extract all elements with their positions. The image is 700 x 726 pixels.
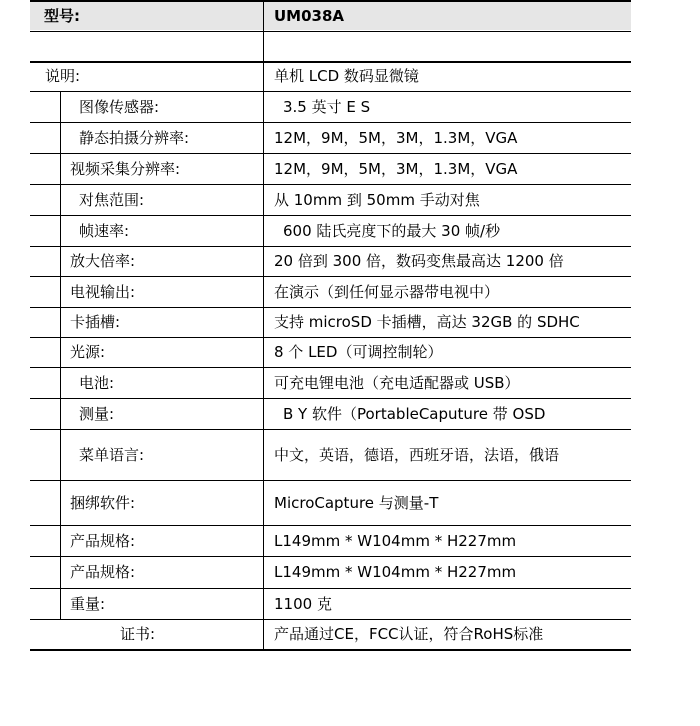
row-value: 600 陆氏亮度下的最大 30 帧/秒 bbox=[283, 222, 501, 240]
table-rule bbox=[30, 246, 631, 247]
row-label: 光源: bbox=[70, 343, 106, 361]
row-label: 静态拍摄分辨率: bbox=[79, 129, 190, 147]
row-label: 视频采集分辨率: bbox=[70, 160, 181, 178]
row-value: 3.5 英寸 E S bbox=[283, 98, 371, 116]
row-value: B Y 软件（PortableCaputure 带 OSD bbox=[283, 405, 546, 423]
table-rule bbox=[30, 398, 631, 399]
table-rule bbox=[30, 0, 631, 2]
row-value: 12M，9M，5M，3M，1.3M，VGA bbox=[274, 129, 518, 147]
table-rule bbox=[30, 307, 631, 308]
row-label: 卡插槽: bbox=[70, 313, 121, 331]
table-rule bbox=[30, 276, 631, 277]
row-value: 单机 LCD 数码显微镜 bbox=[274, 67, 419, 85]
table-rule bbox=[30, 61, 631, 63]
row-value: MicroCapture 与测量-T bbox=[274, 494, 439, 512]
table-rule bbox=[30, 556, 631, 557]
model-label: 型号: bbox=[44, 7, 80, 25]
row-value: L149mm * W104mm * H227mm bbox=[274, 532, 517, 550]
row-value: 8 个 LED（可调控制轮） bbox=[274, 343, 443, 361]
row-label: 菜单语言: bbox=[79, 446, 145, 464]
table-rule bbox=[30, 91, 631, 92]
table-rule bbox=[30, 337, 631, 338]
table-rule bbox=[30, 619, 631, 620]
table-rule bbox=[30, 122, 631, 123]
row-value: L149mm * W104mm * H227mm bbox=[274, 563, 517, 581]
row-value: 1100 克 bbox=[274, 595, 332, 613]
row-value: 支持 microSD 卡插槽，高达 32GB 的 SDHC bbox=[274, 313, 580, 331]
blank-row bbox=[30, 31, 631, 61]
row-label: 产品规格: bbox=[70, 563, 136, 581]
row-label: 帧速率: bbox=[79, 222, 130, 240]
table-rule bbox=[30, 184, 631, 185]
table-rule bbox=[30, 215, 631, 216]
row-label: 测量: bbox=[79, 405, 115, 423]
row-label: 证书: bbox=[120, 625, 156, 643]
row-value: 20 倍到 300 倍，数码变焦最高达 1200 倍 bbox=[274, 252, 564, 270]
table-rule bbox=[30, 367, 631, 368]
table-rule bbox=[30, 649, 631, 651]
row-label: 图像传感器: bbox=[79, 98, 160, 116]
row-label: 对焦范围: bbox=[79, 191, 145, 209]
row-label: 电池: bbox=[79, 374, 115, 392]
row-value: 12M，9M，5M，3M，1.3M，VGA bbox=[274, 160, 518, 178]
row-label: 放大倍率: bbox=[70, 252, 136, 270]
row-value: 可充电锂电池（充电适配器或 USB） bbox=[274, 374, 520, 392]
table-rule bbox=[30, 480, 631, 481]
row-value: 在演示（到任何显示器带电视中） bbox=[274, 283, 500, 301]
table-rule bbox=[30, 588, 631, 589]
row-label: 产品规格: bbox=[70, 532, 136, 550]
row-value: 产品通过CE，FCC认证，符合RoHS标准 bbox=[274, 625, 544, 643]
row-label: 重量: bbox=[70, 595, 106, 613]
row-label: 电视输出: bbox=[70, 283, 136, 301]
indent-divider bbox=[60, 91, 61, 619]
table-rule bbox=[30, 153, 631, 154]
model-value: UM038A bbox=[274, 7, 345, 25]
row-label: 说明: bbox=[45, 67, 81, 85]
row-label: 捆绑软件: bbox=[70, 494, 136, 512]
row-value: 中文，英语，德语，西班牙语，法语，俄语 bbox=[274, 446, 560, 464]
table-rule bbox=[30, 429, 631, 430]
table-divider bbox=[263, 0, 264, 649]
row-value: 从 10mm 到 50mm 手动对焦 bbox=[274, 191, 480, 209]
table-rule bbox=[30, 525, 631, 526]
